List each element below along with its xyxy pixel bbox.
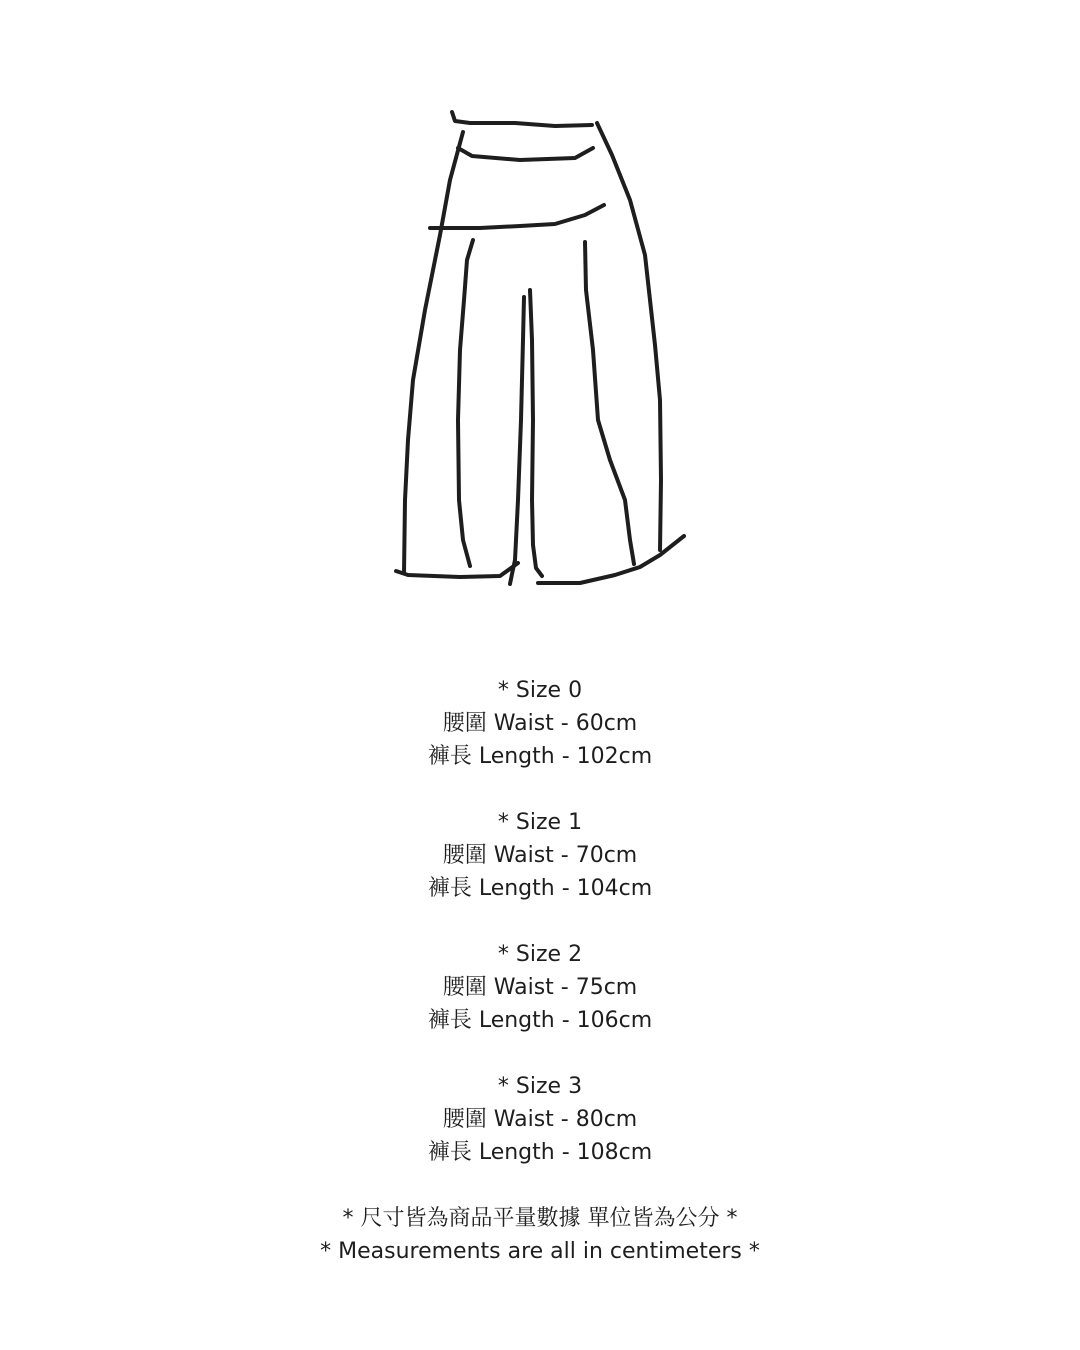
size-label: * Size 3 [497, 1074, 583, 1099]
right-leg-inner-seam [585, 242, 634, 564]
left-hem [396, 563, 518, 577]
size-label: * Size 1 [497, 810, 583, 835]
right-outer-seam [597, 123, 661, 550]
size-block-3 [0, 1070, 1080, 1169]
center-seam [510, 297, 524, 584]
pants-sketch [0, 0, 1080, 640]
size-block-2 [0, 938, 1080, 1037]
waistband-bottom-line [458, 148, 593, 160]
waist-measurement: 腰圍 Waist - 75cm [442, 975, 638, 1000]
length-measurement: 褲長 Length - 104cm [427, 876, 653, 901]
waist-measurement: 腰圍 Waist - 80cm [442, 1107, 638, 1132]
right-leg-front-seam [530, 290, 542, 576]
length-measurement: 褲長 Length - 102cm [427, 744, 653, 769]
hip-line [430, 205, 604, 228]
waist-measurement: 腰圍 Waist - 60cm [442, 711, 638, 736]
note-english: * Measurements are all in centimeters * [320, 1239, 760, 1264]
length-measurement: 褲長 Length - 106cm [427, 1008, 653, 1033]
measurement-notes [0, 1202, 1080, 1268]
left-outer-seam [404, 132, 463, 573]
waistband-top-line [452, 112, 592, 126]
size-block-1 [0, 806, 1080, 905]
left-leg-inner-seam [458, 240, 473, 566]
size-label: * Size 2 [497, 942, 583, 967]
note-chinese: * 尺寸皆為商品平量數據 單位皆為公分 * [342, 1206, 738, 1231]
waist-measurement: 腰圍 Waist - 70cm [442, 843, 638, 868]
right-hem [538, 536, 684, 583]
length-measurement: 褲長 Length - 108cm [427, 1140, 653, 1165]
size-label: * Size 0 [497, 678, 583, 703]
size-chart [0, 674, 1080, 1268]
size-block-0 [0, 674, 1080, 773]
